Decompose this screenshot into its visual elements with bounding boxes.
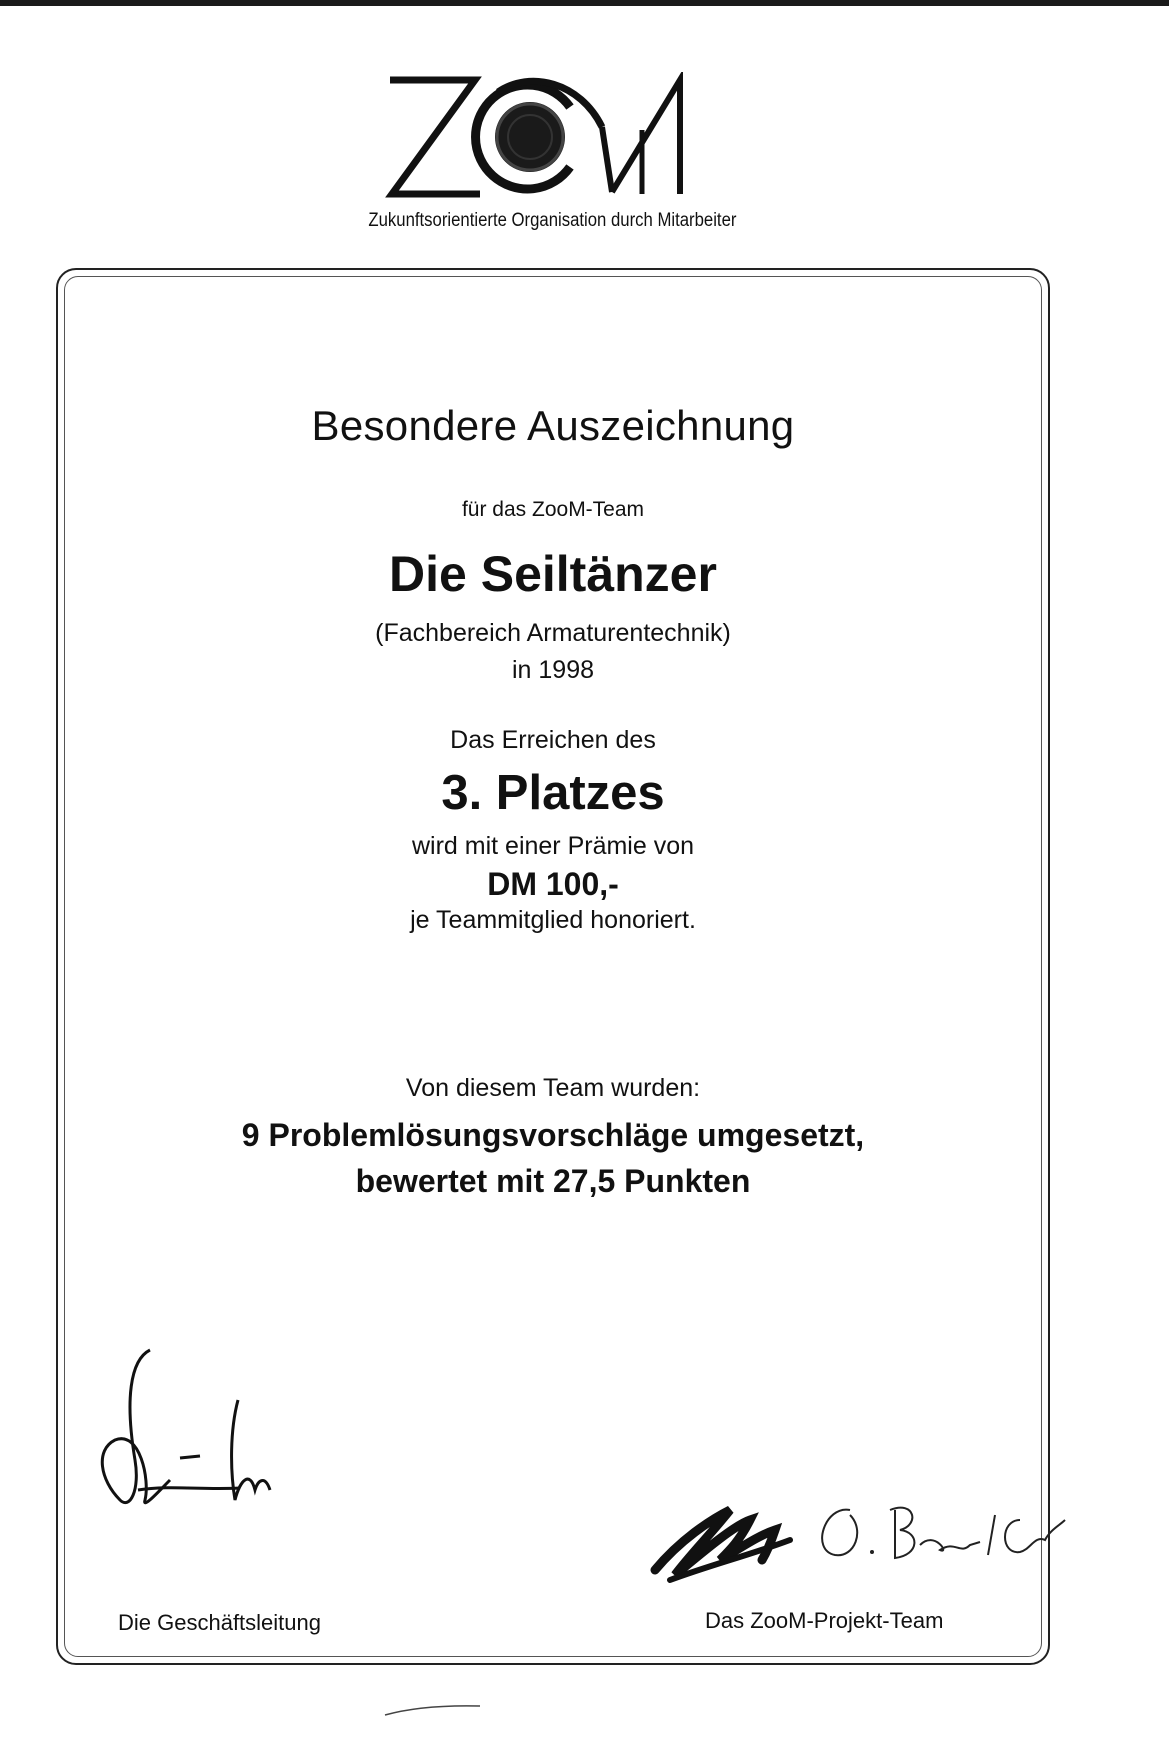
department: (Fachbereich Armaturentechnik)	[375, 619, 731, 647]
year: in 1998	[511, 656, 595, 684]
zoom-logo	[380, 72, 740, 202]
bonus-amount: DM 100,-	[487, 866, 619, 902]
management-label: Die Geschäftsleitung	[118, 1610, 321, 1635]
zoom-logo-mark	[380, 72, 740, 202]
achievement-intro: Das Erreichen des	[450, 726, 656, 754]
scan-mark	[380, 1700, 500, 1720]
for-team-text: für das ZooM-Team	[461, 498, 645, 521]
per-member-text: je Teammitglied honoriert.	[410, 906, 696, 934]
scan-edge	[0, 0, 1169, 6]
project-team-signatures	[650, 1480, 1070, 1590]
project-team-label: Das ZooM-Projekt-Team	[705, 1608, 944, 1633]
team-name: Die Seiltänzer	[389, 546, 717, 602]
results-line-1: 9 Problemlösungsvorschläge umgesetzt,	[241, 1117, 865, 1153]
bonus-text: wird mit einer Prämie von	[411, 832, 695, 860]
management-signature	[90, 1340, 310, 1520]
certificate-heading: Besondere Auszeichnung	[311, 402, 795, 449]
logo-tagline: Zukunftsorientierte Organisation durch Mitarbeiter	[368, 210, 737, 231]
results-line-2: bewertet mit 27,5 Punkten	[355, 1163, 751, 1199]
place: 3. Platzes	[441, 766, 665, 820]
results-intro: Von diesem Team wurden:	[405, 1074, 701, 1102]
